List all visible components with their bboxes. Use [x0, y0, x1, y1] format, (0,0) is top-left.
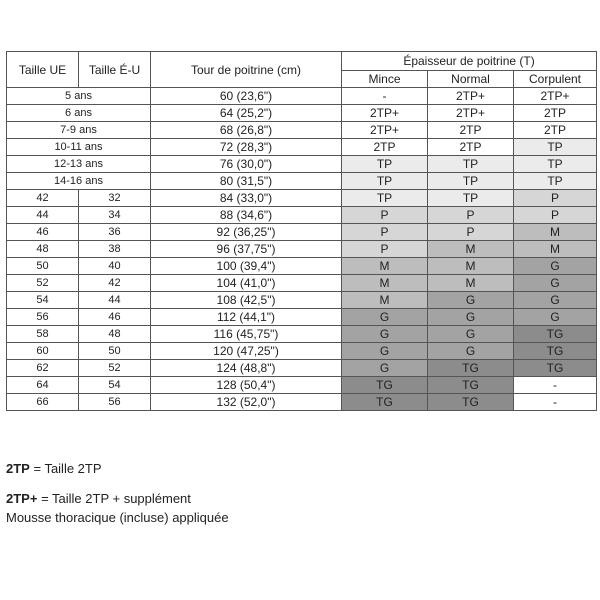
cell-size-thin: 2TP	[342, 139, 428, 156]
cell-eu-size: 10-11 ans	[7, 139, 151, 156]
cell-size-thin: TP	[342, 173, 428, 190]
cell-eu-size: 50	[7, 258, 79, 275]
cell-size-normal: 2TP	[428, 122, 514, 139]
cell-chest: 84 (33,0")	[151, 190, 342, 207]
table-row	[7, 207, 597, 224]
cell-chest: 128 (50,4")	[151, 377, 342, 394]
legend-2tp-code: 2TP	[6, 461, 30, 476]
cell-size-large: TG	[514, 326, 597, 343]
cell-size-thin: 2TP+	[342, 105, 428, 122]
cell-size-normal: P	[428, 224, 514, 241]
cell-size-normal: TG	[428, 360, 514, 377]
cell-size-normal: 2TP+	[428, 105, 514, 122]
cell-eu-size: 54	[7, 292, 79, 309]
cell-us-size: 56	[79, 394, 151, 411]
cell-size-large: G	[514, 258, 597, 275]
cell-us-size: 36	[79, 224, 151, 241]
table-row	[7, 377, 597, 394]
header-eu-size: Taille UE	[7, 52, 79, 88]
table-row	[7, 258, 597, 275]
cell-size-large: TG	[514, 343, 597, 360]
cell-size-thin: P	[342, 224, 428, 241]
cell-us-size: 50	[79, 343, 151, 360]
table-row	[7, 394, 597, 411]
cell-size-thin: TG	[342, 394, 428, 411]
cell-size-large: P	[514, 207, 597, 224]
cell-size-normal: 2TP+	[428, 88, 514, 105]
cell-size-normal: M	[428, 258, 514, 275]
cell-size-normal: G	[428, 326, 514, 343]
cell-chest: 80 (31,5")	[151, 173, 342, 190]
cell-size-large: M	[514, 224, 597, 241]
cell-us-size: 40	[79, 258, 151, 275]
cell-size-normal: TP	[428, 156, 514, 173]
cell-chest: 108 (42,5")	[151, 292, 342, 309]
table-row	[7, 292, 597, 309]
cell-eu-size: 42	[7, 190, 79, 207]
cell-chest: 104 (41,0")	[151, 275, 342, 292]
cell-size-large: TP	[514, 139, 597, 156]
cell-chest: 72 (28,3")	[151, 139, 342, 156]
table-row	[7, 173, 597, 190]
legend-2tp	[6, 461, 102, 476]
cell-size-thin: G	[342, 343, 428, 360]
cell-us-size: 52	[79, 360, 151, 377]
cell-us-size: 42	[79, 275, 151, 292]
cell-us-size: 38	[79, 241, 151, 258]
table-row	[7, 309, 597, 326]
cell-eu-size: 14-16 ans	[7, 173, 151, 190]
cell-size-thin: P	[342, 207, 428, 224]
cell-eu-size: 46	[7, 224, 79, 241]
cell-us-size: 46	[79, 309, 151, 326]
table-row	[7, 360, 597, 377]
cell-size-thin: P	[342, 241, 428, 258]
table-row	[7, 343, 597, 360]
cell-eu-size: 52	[7, 275, 79, 292]
cell-size-thin: TG	[342, 377, 428, 394]
cell-eu-size: 58	[7, 326, 79, 343]
cell-size-thin: TP	[342, 190, 428, 207]
cell-size-large: M	[514, 241, 597, 258]
cell-size-normal: M	[428, 275, 514, 292]
cell-eu-size: 7-9 ans	[7, 122, 151, 139]
cell-chest: 88 (34,6")	[151, 207, 342, 224]
cell-size-large: -	[514, 377, 597, 394]
cell-size-normal: P	[428, 207, 514, 224]
legend-2tp-plus	[6, 491, 191, 506]
header-chest-thickness: Épaisseur de poitrine (T)	[342, 52, 597, 71]
cell-eu-size: 62	[7, 360, 79, 377]
cell-size-normal: TG	[428, 377, 514, 394]
cell-size-large: -	[514, 394, 597, 411]
header-normal: Normal	[428, 71, 514, 88]
legend-2tp-plus-code: 2TP+	[6, 491, 38, 506]
cell-eu-size: 6 ans	[7, 105, 151, 122]
cell-us-size: 34	[79, 207, 151, 224]
cell-eu-size: 12-13 ans	[7, 156, 151, 173]
cell-size-normal: TG	[428, 394, 514, 411]
cell-chest: 64 (25,2")	[151, 105, 342, 122]
cell-eu-size: 48	[7, 241, 79, 258]
size-chart-table	[6, 51, 597, 411]
table-row	[7, 156, 597, 173]
cell-size-large: G	[514, 309, 597, 326]
table-row	[7, 105, 597, 122]
cell-chest: 100 (39,4")	[151, 258, 342, 275]
cell-chest: 124 (48,8")	[151, 360, 342, 377]
legend-2tp-text: = Taille 2TP	[33, 461, 102, 476]
legend-2tp-plus-text: = Taille 2TP + supplément	[41, 491, 191, 506]
header-thin: Mince	[342, 71, 428, 88]
cell-size-large: TP	[514, 156, 597, 173]
cell-size-thin: G	[342, 309, 428, 326]
header-us-size: Taille É-U	[79, 52, 151, 88]
cell-chest: 112 (44,1")	[151, 309, 342, 326]
cell-eu-size: 66	[7, 394, 79, 411]
cell-eu-size: 56	[7, 309, 79, 326]
cell-size-large: G	[514, 292, 597, 309]
table-row	[7, 275, 597, 292]
cell-us-size: 48	[79, 326, 151, 343]
cell-us-size: 44	[79, 292, 151, 309]
cell-size-large: P	[514, 190, 597, 207]
cell-size-normal: TP	[428, 173, 514, 190]
header-large: Corpulent	[514, 71, 597, 88]
cell-size-large: 2TP+	[514, 88, 597, 105]
cell-eu-size: 44	[7, 207, 79, 224]
table-row	[7, 241, 597, 258]
cell-size-thin: -	[342, 88, 428, 105]
cell-size-large: 2TP	[514, 122, 597, 139]
table-row	[7, 326, 597, 343]
table-row	[7, 122, 597, 139]
cell-chest: 60 (23,6")	[151, 88, 342, 105]
cell-size-thin: 2TP+	[342, 122, 428, 139]
header-chest-circumference: Tour de poitrine (cm)	[151, 52, 342, 88]
cell-chest: 96 (37,75")	[151, 241, 342, 258]
cell-size-normal: G	[428, 309, 514, 326]
cell-size-normal: G	[428, 343, 514, 360]
cell-chest: 132 (52,0")	[151, 394, 342, 411]
cell-size-normal: TP	[428, 190, 514, 207]
cell-eu-size: 60	[7, 343, 79, 360]
cell-chest: 68 (26,8")	[151, 122, 342, 139]
cell-size-large: TG	[514, 360, 597, 377]
cell-us-size: 54	[79, 377, 151, 394]
cell-size-thin: M	[342, 258, 428, 275]
cell-us-size: 32	[79, 190, 151, 207]
cell-size-thin: G	[342, 326, 428, 343]
cell-size-thin: M	[342, 275, 428, 292]
table-row	[7, 190, 597, 207]
cell-chest: 92 (36,25")	[151, 224, 342, 241]
size-chart-body	[7, 88, 597, 411]
cell-eu-size: 5 ans	[7, 88, 151, 105]
table-row	[7, 224, 597, 241]
cell-chest: 116 (45,75")	[151, 326, 342, 343]
cell-size-thin: TP	[342, 156, 428, 173]
legend-foam-note: Mousse thoracique (incluse) appliquée	[6, 510, 229, 525]
cell-size-large: 2TP	[514, 105, 597, 122]
cell-chest: 120 (47,25")	[151, 343, 342, 360]
cell-size-normal: G	[428, 292, 514, 309]
cell-size-normal: M	[428, 241, 514, 258]
cell-eu-size: 64	[7, 377, 79, 394]
cell-size-thin: M	[342, 292, 428, 309]
cell-size-thin: G	[342, 360, 428, 377]
cell-chest: 76 (30,0")	[151, 156, 342, 173]
cell-size-large: G	[514, 275, 597, 292]
table-row	[7, 139, 597, 156]
cell-size-large: TP	[514, 173, 597, 190]
table-row	[7, 88, 597, 105]
cell-size-normal: 2TP	[428, 139, 514, 156]
